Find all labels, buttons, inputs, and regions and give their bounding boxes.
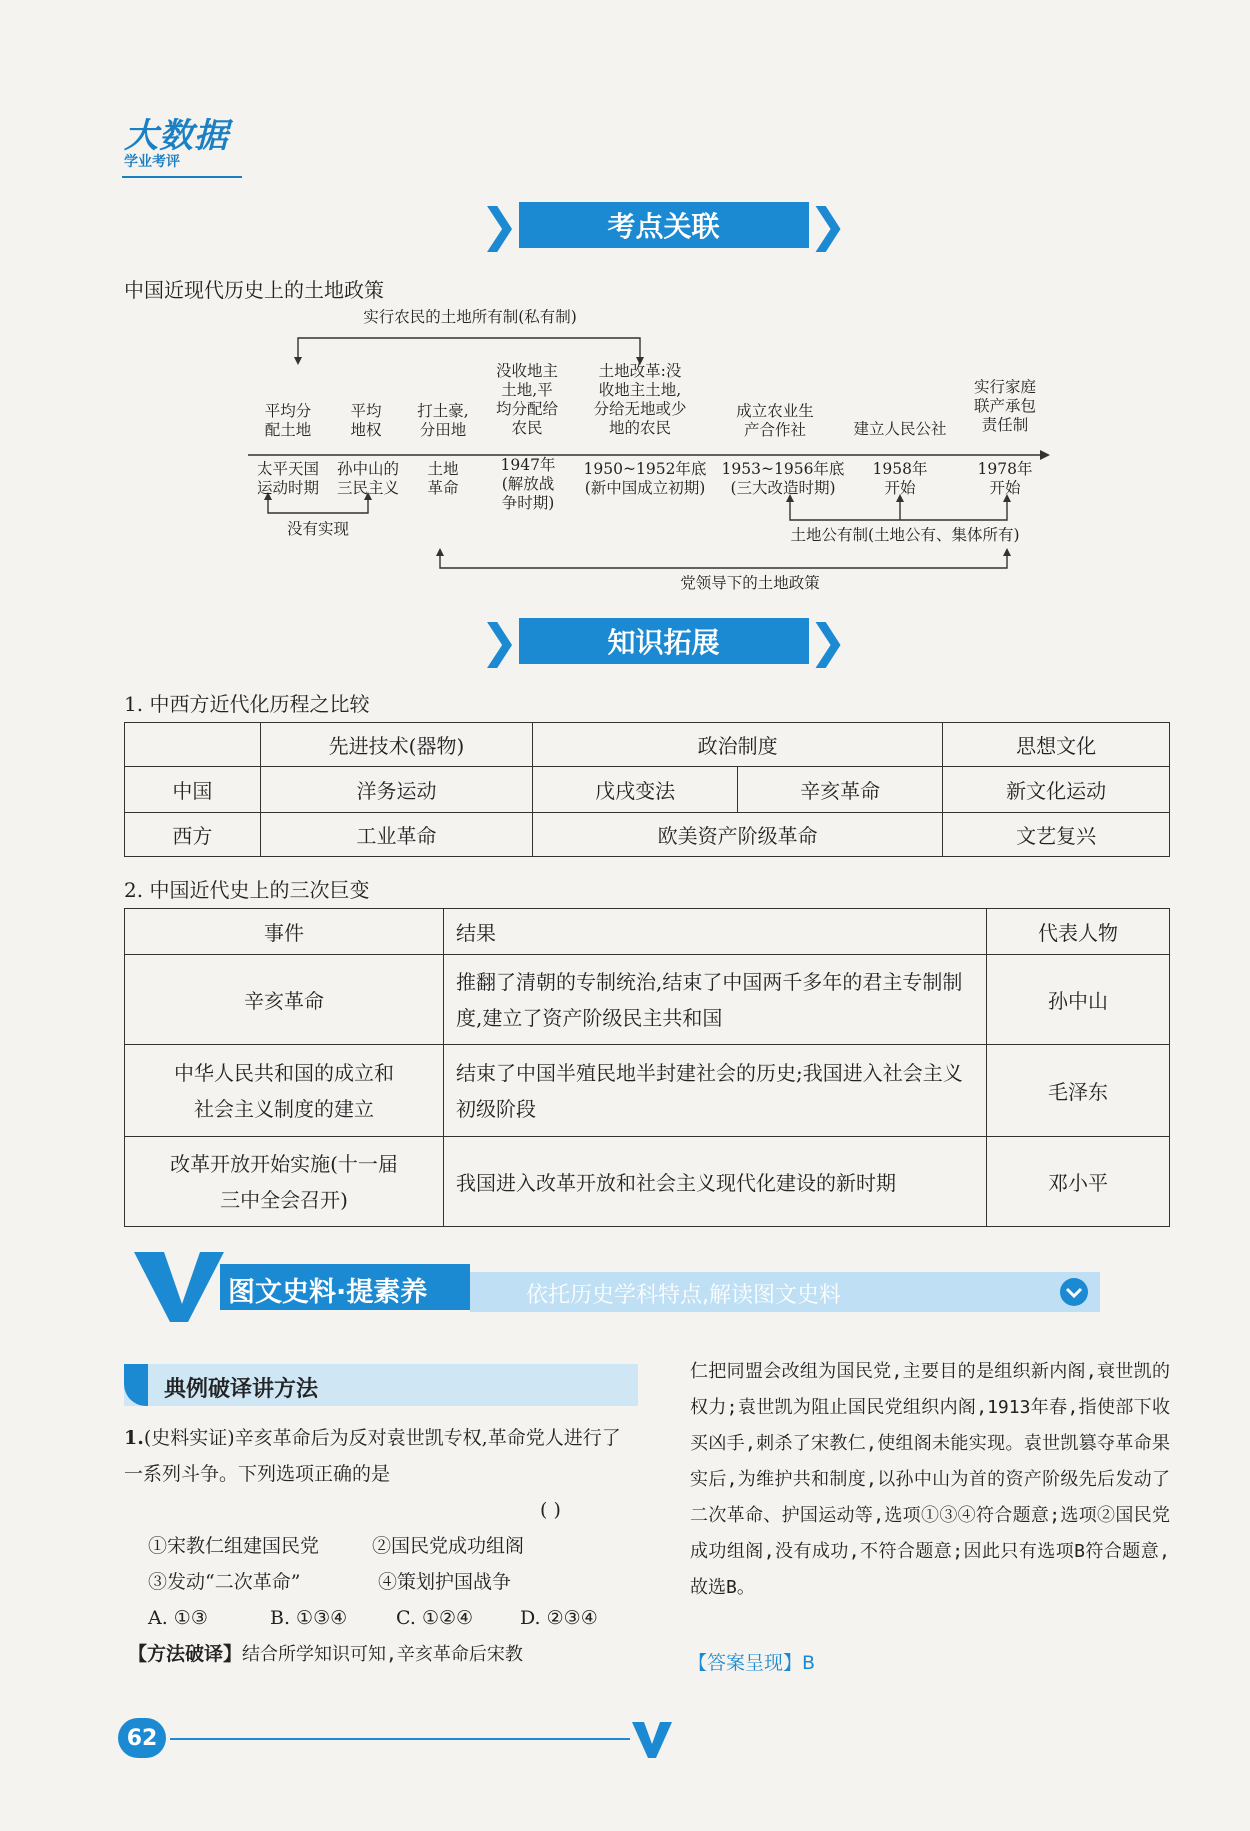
choice-b: B. ①③④ [270, 1607, 348, 1629]
chevron-right-icon: ❯ [808, 614, 848, 668]
chevron-down-icon [1060, 1278, 1088, 1306]
method [128, 1636, 648, 1673]
chevron-right-icon: ❯ [480, 198, 519, 252]
period-8: 1978年 开始 [977, 460, 1033, 497]
land-title: 中国近现代历史上的土地政策 [124, 278, 384, 302]
choice-c: C. ①②④ [396, 1607, 474, 1629]
table-cell: 中国 [125, 767, 261, 813]
compare-table [124, 722, 1170, 857]
table-cell: 结果 [444, 909, 987, 955]
question-number: 1. [124, 1427, 144, 1449]
public-label: 土地公有制(土地公有、集体所有) [790, 526, 1020, 544]
footer-v-icon [632, 1722, 672, 1758]
not-realized-label: 没有实现 [286, 520, 349, 538]
logo-subtitle: 学业考评 [124, 154, 180, 170]
choice-a: A. ①③ [148, 1607, 208, 1629]
section-title: 图文史料·提素养 [228, 1277, 428, 1308]
answer-label: 【答案呈现】 [688, 1652, 803, 1674]
chevron-right-icon: ❯ [808, 198, 848, 252]
table-cell: 欧美资产阶级革命 [533, 813, 943, 857]
answer-value: B [802, 1652, 816, 1674]
table-cell: 工业革命 [260, 813, 532, 857]
table-cell: 代表人物 [987, 909, 1170, 955]
section-band [124, 1252, 1104, 1322]
option-1: ①宋教仁组建国民党 [148, 1535, 320, 1557]
changes-label: 2. 中国近代史上的三次巨变 [124, 878, 370, 902]
method-label: 【方法破译】 [128, 1643, 243, 1665]
banner-kaodian-label: 考点关联 [607, 210, 720, 243]
policy-2: 平均 地权 [350, 402, 382, 439]
table-cell [125, 723, 261, 767]
table-cell: 戊戌变法 [533, 767, 738, 813]
period-6: 1953~1956年底 (三大改造时期) [721, 460, 845, 497]
table-cell: 政治制度 [533, 723, 943, 767]
period-2: 孙中山的 三民主义 [336, 460, 399, 497]
compare-label: 1. 中西方近代化历程之比较 [124, 692, 370, 716]
explanation-text: 仁把同盟会改组为国民党,主要目的是组织新内阁,衰世凯的权力;袁世凯为阻止国民党组织内阁,1913年春,指使部下收买凶手,刺杀了宋教仁,使组阁未能实现。袁世凯篡夺革命果实后,为维护共和制度,以孙中山为首的资产阶级先后发动了二次革命、护国运动等,选项①③④符合题意;选项②国民党成功组阁,没有成功,不符合题意;因此只有选项B符合题意,故选B。 [690, 1361, 1170, 1598]
policy-3: 打土豪, 分田地 [417, 402, 469, 439]
changes-table [124, 908, 1170, 1227]
question-text: (史料实证)辛亥革命后为反对袁世凯专权,革命党人进行了一系列斗争。下列选项正确的是 [124, 1427, 621, 1485]
table-cell: 洋务运动 [260, 767, 532, 813]
top-bracket-label: 实行农民的土地所有制(私有制) [363, 308, 577, 326]
table-cell: 西方 [125, 813, 261, 857]
example-heading: 典例破译讲方法 [164, 1377, 319, 1402]
option-3: ③发动“二次革命” [148, 1571, 301, 1593]
table-cell: 结束了中国半殖民地半封建社会的历史;我国进入社会主义初级阶段 [444, 1045, 987, 1137]
party-label: 党领导下的土地政策 [680, 574, 820, 592]
table-cell: 辛亥革命 [125, 955, 444, 1045]
method-text: 结合所学知识可知,辛亥革命后宋教 [242, 1644, 523, 1665]
answer [688, 1648, 815, 1675]
question [124, 1420, 638, 1492]
period-5: 1950~1952年底 (新中国成立初期) [583, 460, 707, 497]
table-cell: 我国进入改革开放和社会主义现代化建设的新时期 [444, 1137, 987, 1227]
policy-1: 平均分 配土地 [264, 402, 312, 439]
period-3: 土地 革命 [427, 460, 459, 497]
choice-d: D. ②③④ [520, 1607, 598, 1629]
chevron-right-icon: ❯ [480, 614, 519, 668]
table-cell: 事件 [125, 909, 444, 955]
policy-8: 实行家庭 联产承包 责任制 [973, 378, 1036, 434]
policy-5: 土地改革:没 收地主土地, 分给无地或少 地的农民 [593, 362, 687, 437]
period-7: 1958年 开始 [872, 460, 928, 497]
banner-zhishi [480, 614, 848, 668]
policy-4: 没收地主 土地,平 均分配给 农民 [495, 362, 558, 437]
table-cell: 中华人民共和国的成立和社会主义制度的建立 [125, 1045, 444, 1137]
footer-line [170, 1738, 630, 1740]
table-cell: 辛亥革命 [738, 767, 943, 813]
table-cell: 先进技术(器物) [260, 723, 532, 767]
table-cell: 邓小平 [987, 1137, 1170, 1227]
table-cell: 新文化运动 [943, 767, 1170, 813]
banner-zhishi-label: 知识拓展 [607, 626, 720, 659]
section-subtitle: 依托历史学科特点,解读图文史料 [526, 1283, 841, 1308]
period-1: 太平天国 运动时期 [256, 460, 319, 497]
answer-paren: ( ) [540, 1499, 561, 1521]
logo: 大数据 [124, 116, 229, 156]
land-timeline-lines [0, 0, 1250, 600]
table-cell: 思想文化 [943, 723, 1170, 767]
policy-7: 建立人民公社 [853, 420, 947, 438]
table-cell: 改革开放开始实施(十一届三中全会召开) [125, 1137, 444, 1227]
table-cell: 推翻了清朝的专制统治,结束了中国两千多年的君主专制制度,建立了资产阶级民主共和国 [444, 955, 987, 1045]
option-2: ②国民党成功组阁 [372, 1535, 525, 1557]
period-4: 1947年 (解放战 争时期) [500, 456, 556, 512]
page-number: 62 [118, 1718, 166, 1758]
option-4: ④策划护国战争 [378, 1571, 512, 1593]
table-cell: 孙中山 [987, 955, 1170, 1045]
table-cell: 文艺复兴 [943, 813, 1170, 857]
policy-6: 成立农业生 产合作社 [736, 402, 814, 439]
table-cell: 毛泽东 [987, 1045, 1170, 1137]
